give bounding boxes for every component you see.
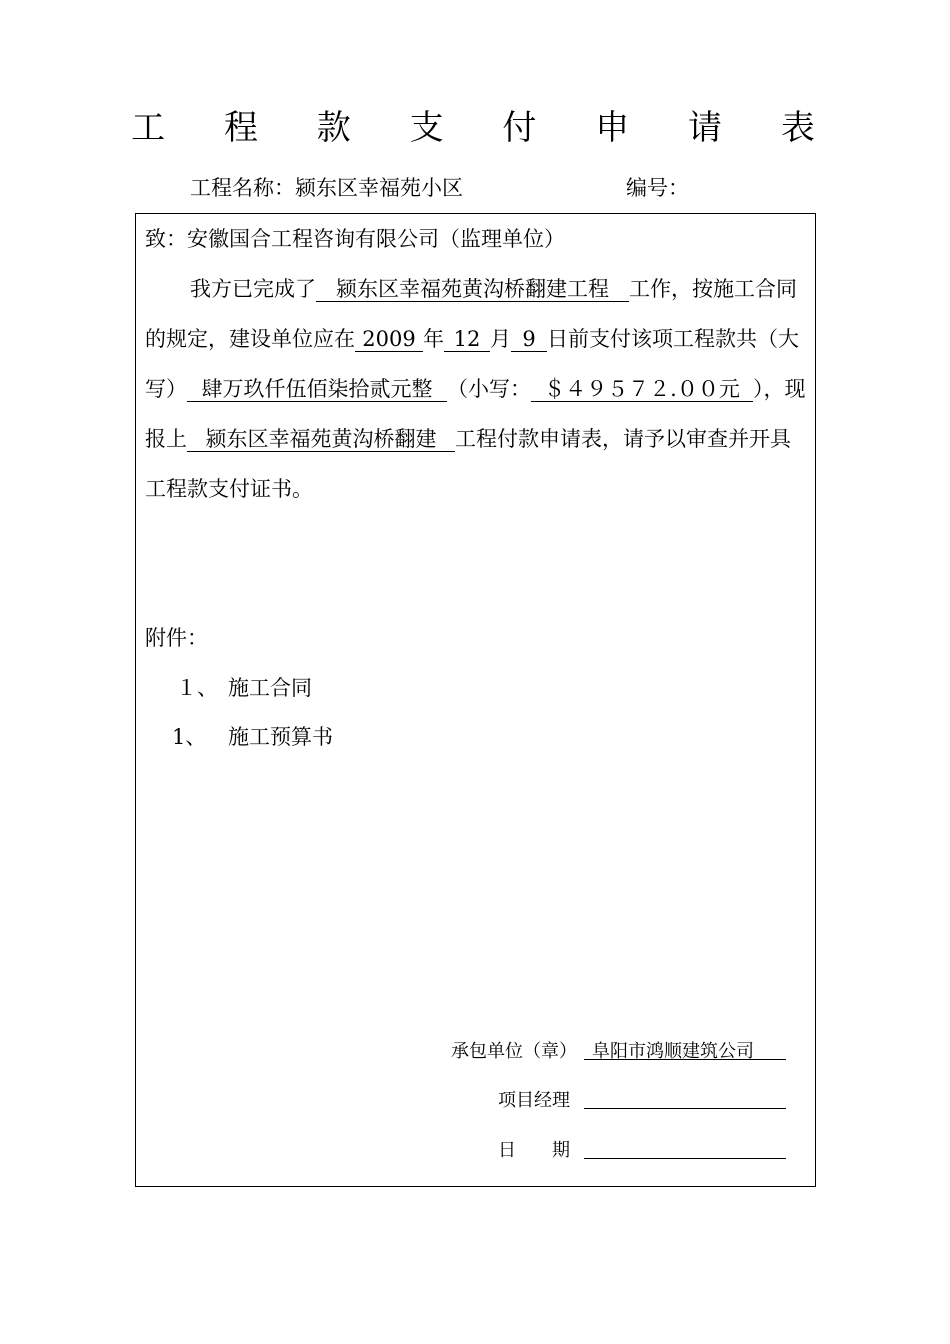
amount-lower-field: ＄４９５７２.００元 <box>531 377 753 402</box>
month-field: 12 <box>444 327 490 352</box>
day-field: 9 <box>511 327 547 352</box>
year-field: 2009 <box>355 327 423 352</box>
project-manager-underline <box>584 1108 786 1109</box>
attachments-label: 附件： <box>145 626 208 650</box>
paragraph-line-2 <box>145 323 799 353</box>
attachment-1-text: 施工合同 <box>228 676 312 700</box>
text-now: ），现 <box>753 377 806 401</box>
paragraph-line-4 <box>145 423 791 453</box>
project-name-field: 颍东区幸福苑黄沟桥翻建工程 <box>316 277 629 302</box>
text-lower-label: （小写： <box>447 377 531 401</box>
number-label: 编号： <box>626 176 689 200</box>
contractor-underline <box>584 1059 786 1060</box>
month-unit: 月 <box>490 327 511 351</box>
text-contract: 工作，按施工合同 <box>629 277 797 301</box>
text-upper-label: 写） <box>145 377 187 401</box>
paragraph-line-3 <box>145 373 806 403</box>
attachment-2-text: 施工预算书 <box>228 725 333 749</box>
text-payment: 日前支付该项工程款共（大 <box>547 327 799 351</box>
attachment-1-number: １、 <box>176 676 218 700</box>
contractor-label: 承包单位（章） <box>451 1041 577 1062</box>
project-manager-label: 项目经理 <box>498 1090 570 1111</box>
project-name-field-2: 颍东区幸福苑黄沟桥翻建 <box>187 427 455 452</box>
project-name-label: 工程名称：颍东区幸福苑小区 <box>190 176 463 200</box>
contractor-value: 阜阳市鸿顺建筑公司 <box>592 1041 754 1062</box>
date-label: 日 期 <box>498 1140 570 1161</box>
text-completed: 我方已完成了 <box>190 277 316 301</box>
paragraph-line-1 <box>190 273 797 303</box>
form-title: 工 程 款 支 付 申 请 表 <box>131 108 839 148</box>
date-underline <box>584 1158 786 1159</box>
year-unit: 年 <box>423 327 444 351</box>
amount-upper-field: 肆万玖仟伍佰柒拾贰元整 <box>187 377 447 402</box>
text-review: 工程付款申请表，请予以审查并开具 <box>455 427 791 451</box>
text-submit: 报上 <box>145 427 187 451</box>
attachment-2-number: 1、 <box>172 725 207 749</box>
addressee-line: 致：安徽国合工程咨询有限公司（监理单位） <box>145 227 565 251</box>
text-deadline: 的规定，建设单位应在 <box>145 327 355 351</box>
paragraph-line-5: 工程款支付证书。 <box>145 477 313 501</box>
